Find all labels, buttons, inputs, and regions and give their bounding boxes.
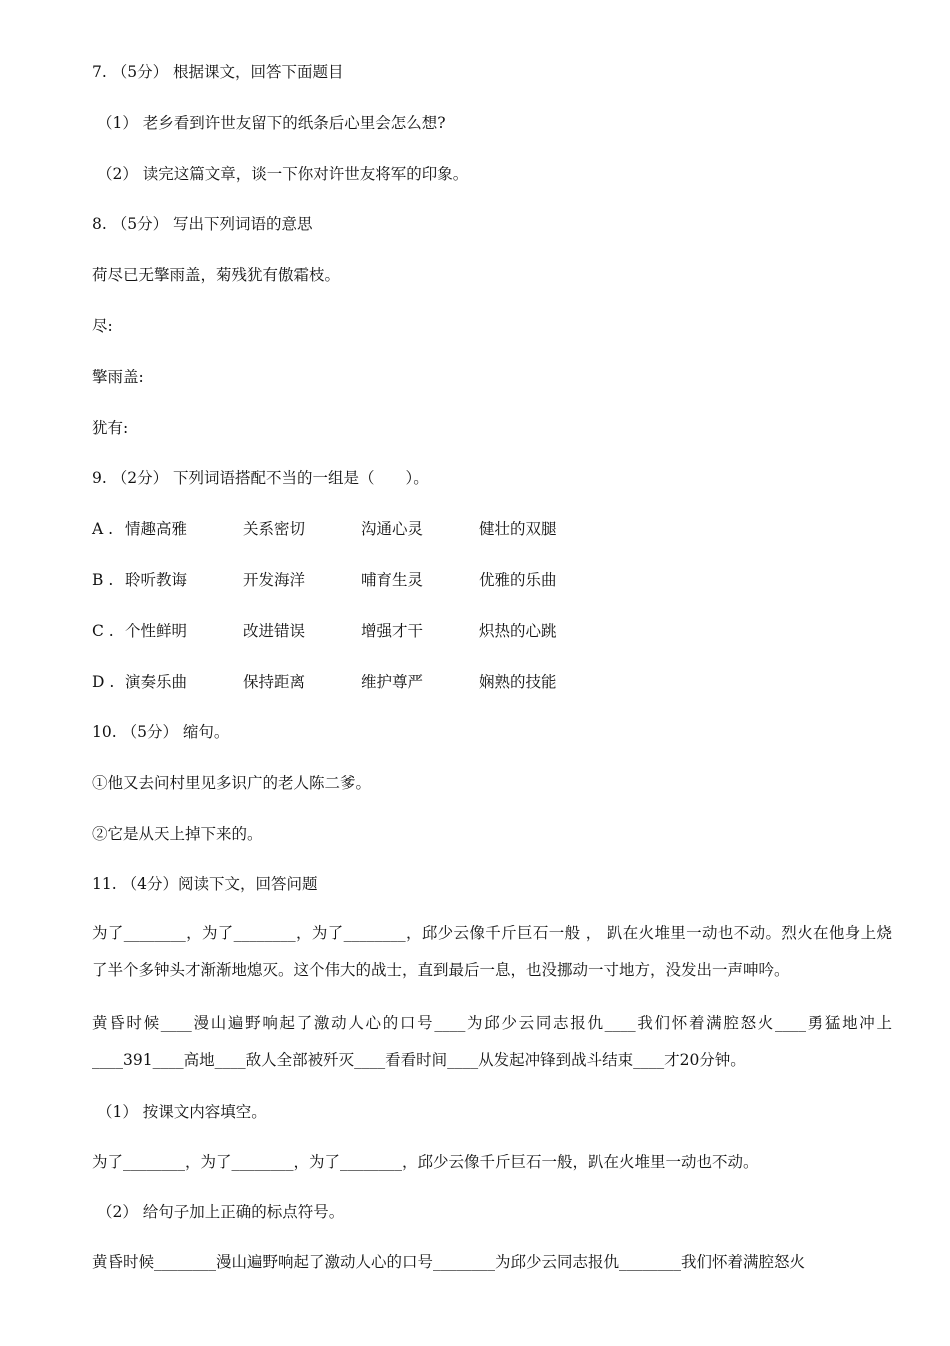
q11-passage-2: 黄昏时候____漫山遍野响起了激动人心的口号____为邱少云同志报仇____我们怀着满腔怒火____勇猛地冲上____391____高地____敌人全部被歼灭____看看时间____从发起冲锋到战斗结束____才20分钟。 [92,1014,892,1069]
option-word: 开发海洋 [243,571,306,589]
q8-item-qingyugai: 擎雨盖: [92,368,144,386]
q9-option-c[interactable] [92,620,557,642]
q11-passage-1: 为了________，为了________，为了________，邱少云像千斤巨石一般 ， 趴在火堆里一动也不动。烈火在他身上烧了半个多钟头才渐渐地熄灭。这个伟大的战士，直到最后一息，也没挪动一寸地方，没发出一声呻吟。 [92,924,892,979]
q10-sentence-1: ①他又去问村里见多识广的老人陈二爹。 [92,774,372,792]
q8-item-youyou: 犹有: [92,419,129,437]
q10-sentence-2: ②它是从天上掉下来的。 [92,825,263,843]
option-word: 演奏乐曲 [125,673,188,691]
q11-fill-sentence: 为了________，为了________，为了________，邱少云像千斤巨石一般，趴在火堆里一动也不动。 [92,1153,759,1171]
q7-sub2: （2） 读完这篇文章，谈一下你对许世友将军的印象。 [97,165,469,183]
option-label: C . [92,622,114,640]
option-word: 聆听教诲 [125,571,188,589]
option-word: 关系密切 [243,520,306,538]
option-label: D . [92,673,115,691]
option-label: A . [92,520,114,538]
q9-option-a[interactable] [92,518,557,540]
q8-title: 8. （5分） 写出下列词语的意思 [92,215,313,233]
q10-title: 10. （5分） 缩句。 [92,723,230,741]
q11-punctuation-sentence: 黄昏时候________漫山遍野响起了激动人心的口号________为邱少云同志报仇________我们怀着满腔怒火 [92,1253,806,1271]
option-word: 沟通心灵 [361,520,424,538]
option-word: 改进错误 [243,622,306,640]
option-word: 炽热的心跳 [479,622,557,640]
q11-sub2: （2） 给句子加上正确的标点符号。 [97,1203,345,1221]
option-word: 个性鲜明 [125,622,188,640]
option-word: 健壮的双腿 [479,520,557,538]
option-word: 维护尊严 [361,673,424,691]
q9-option-d[interactable] [92,671,557,693]
option-word: 娴熟的技能 [479,673,557,691]
q9-title: 9. （2分） 下列词语搭配不当的一组是（ ）。 [92,469,429,487]
q8-poem: 荷尽已无擎雨盖，菊残犹有傲霜枝。 [92,266,341,284]
option-label: B . [92,571,114,589]
q8-item-jin: 尽: [92,317,113,335]
q7-sub1: （1） 老乡看到许世友留下的纸条后心里会怎么想? [97,114,446,132]
q9-option-b[interactable] [92,569,557,591]
option-word: 情趣高雅 [125,520,188,538]
q7-title: 7. （5分） 根据课文，回答下面题目 [92,63,344,81]
q11-sub1: （1） 按课文内容填空。 [97,1103,267,1121]
option-word: 增强才干 [361,622,424,640]
q11-title: 11. （4分）阅读下文，回答问题 [92,875,318,893]
option-word: 优雅的乐曲 [479,571,557,589]
option-word: 哺育生灵 [361,571,424,589]
option-word: 保持距离 [243,673,306,691]
